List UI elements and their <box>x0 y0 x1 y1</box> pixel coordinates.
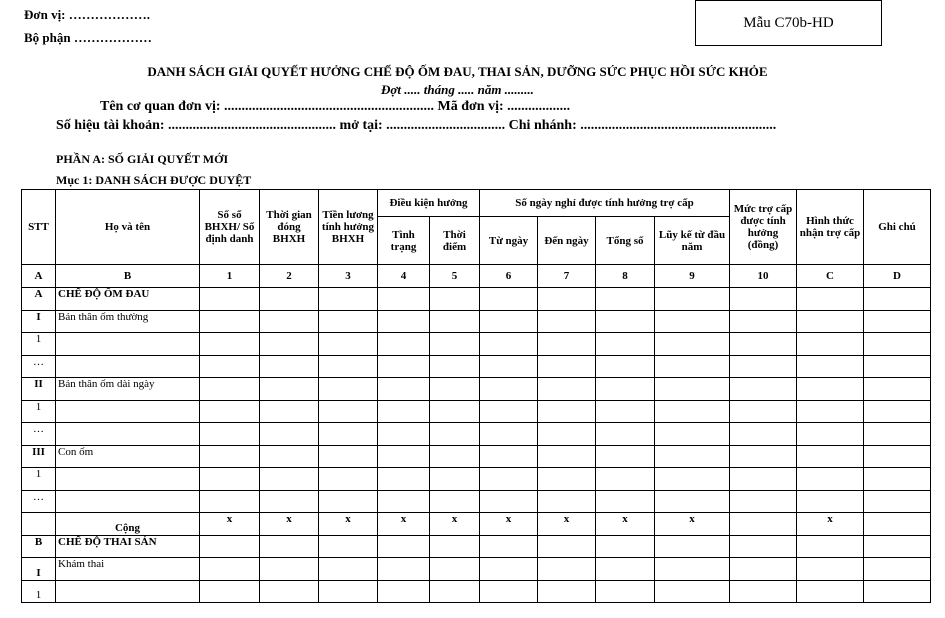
col-name: Họ và tên <box>56 190 200 265</box>
column-code: B <box>56 265 200 288</box>
table-row <box>22 445 931 468</box>
column-code: A <box>22 265 56 288</box>
column-code: 5 <box>430 265 480 288</box>
table-row <box>22 580 931 603</box>
form-code: Mẫu C70b-HD <box>743 14 834 31</box>
period-line: Đợt ..... tháng ..... năm ......... <box>381 82 534 97</box>
row-stt: B <box>22 535 56 558</box>
total-mark: x <box>538 513 596 536</box>
row-stt: 1 <box>22 580 56 603</box>
row-name: Bản thân ốm thường <box>56 310 200 333</box>
row-stt: I <box>22 310 56 333</box>
col-salary-basis: Tiền lương tính hưởng BHXH <box>319 190 378 265</box>
column-code: 4 <box>378 265 430 288</box>
row-stt: … <box>22 490 56 513</box>
col-allowance: Mức trợ cấp được tính hưởng (đồng) <box>730 190 797 265</box>
part-a-heading: PHẦN A: SỐ GIẢI QUYẾT MỚI <box>56 152 229 166</box>
account-line: Số hiệu tài khoản: ................................................ mở tại: .................................. Chi nhánh: ........................................................ <box>56 118 777 133</box>
total-label: Cộng <box>56 513 200 536</box>
total-mark: x <box>200 513 260 536</box>
col-from-date: Từ ngày <box>480 217 538 265</box>
col-bhxh-no: Số sổ BHXH/ Số định danh <box>200 190 260 265</box>
col-leave-days: Số ngày nghỉ được tính hưởng trợ cấp <box>480 190 730 217</box>
row-name: Khám thai <box>56 558 200 581</box>
row-name: CHẾ ĐỘ THAI SẢN <box>56 535 200 558</box>
col-condition-time: Thời điểm <box>430 217 480 265</box>
col-contrib-time: Thời gian đóng BHXH <box>260 190 319 265</box>
column-code: 2 <box>260 265 319 288</box>
row-stt: … <box>22 423 56 446</box>
total-mark: x <box>797 513 864 536</box>
col-stt: STT <box>22 190 56 265</box>
table-row <box>22 400 931 423</box>
table-row <box>22 490 931 513</box>
col-cumulative: Lũy kế từ đầu năm <box>655 217 730 265</box>
column-code: 7 <box>538 265 596 288</box>
row-name: Con ốm <box>56 445 200 468</box>
column-code: 1 <box>200 265 260 288</box>
col-condition-status: Tình trạng <box>378 217 430 265</box>
row-name <box>56 468 200 491</box>
col-total: Tổng số <box>596 217 655 265</box>
header-row-1 <box>22 190 931 217</box>
col-conditions: Điều kiện hưởng <box>378 190 480 217</box>
row-name <box>56 333 200 356</box>
column-codes-row <box>22 265 931 288</box>
row-stt: 1 <box>22 333 56 356</box>
table-row <box>22 310 931 333</box>
total-row <box>22 513 931 536</box>
col-note: Ghi chú <box>864 190 931 265</box>
table-row <box>22 558 931 581</box>
row-stt: … <box>22 355 56 378</box>
department-label: Bộ phận ……………… <box>24 30 152 45</box>
table-row <box>22 333 931 356</box>
row-name: Bản thân ốm dài ngày <box>56 378 200 401</box>
column-code: 3 <box>319 265 378 288</box>
row-stt: III <box>22 445 56 468</box>
column-code: 8 <box>596 265 655 288</box>
row-name: CHẾ ĐỘ ỐM ĐAU <box>56 288 200 311</box>
table-row <box>22 288 931 311</box>
row-stt: 1 <box>22 400 56 423</box>
row-stt: II <box>22 378 56 401</box>
total-mark: x <box>596 513 655 536</box>
col-receive-form: Hình thức nhận trợ cấp <box>797 190 864 265</box>
total-mark: x <box>430 513 480 536</box>
total-mark: x <box>655 513 730 536</box>
document-title: DANH SÁCH GIẢI QUYẾT HƯỞNG CHẾ ĐỘ ỐM ĐAU, THAI SẢN, DƯỠNG SỨC PHỤC HỒI SỨC KHỎE <box>147 64 768 79</box>
total-mark: x <box>378 513 430 536</box>
table-row <box>22 378 931 401</box>
unit-label: Đơn vị: ………………. <box>24 7 151 22</box>
column-code: C <box>797 265 864 288</box>
row-name <box>56 355 200 378</box>
table-row <box>22 535 931 558</box>
table-row <box>22 423 931 446</box>
column-code: 9 <box>655 265 730 288</box>
table-row <box>22 468 931 491</box>
column-code: 6 <box>480 265 538 288</box>
row-name <box>56 400 200 423</box>
table-row <box>22 355 931 378</box>
row-stt: A <box>22 288 56 311</box>
total-mark: x <box>260 513 319 536</box>
section-1-heading: Mục 1: DANH SÁCH ĐƯỢC DUYỆT <box>56 173 252 187</box>
row-name <box>56 490 200 513</box>
row-name <box>56 423 200 446</box>
benefit-table <box>21 189 931 603</box>
row-name <box>56 580 200 603</box>
column-code: D <box>864 265 931 288</box>
form-code-box <box>695 0 882 46</box>
row-stt: I <box>22 558 56 581</box>
row-stt <box>22 513 56 536</box>
column-code: 10 <box>730 265 797 288</box>
total-mark: x <box>319 513 378 536</box>
agency-line: Tên cơ quan đơn vị: ............................................................ Mã đơn vị: .................. <box>100 99 571 114</box>
total-mark: x <box>480 513 538 536</box>
row-stt: 1 <box>22 468 56 491</box>
col-to-date: Đến ngày <box>538 217 596 265</box>
